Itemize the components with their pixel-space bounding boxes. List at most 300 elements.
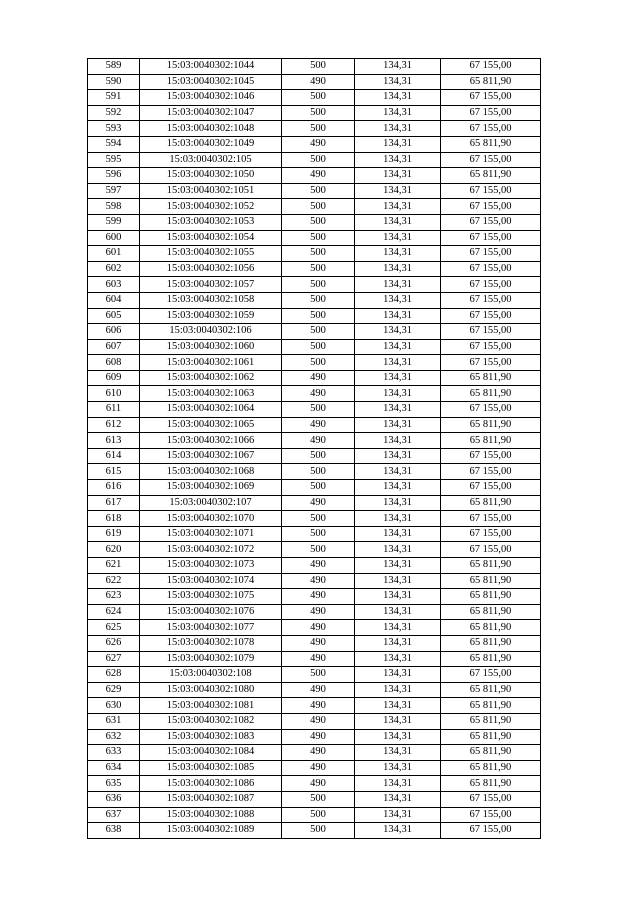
- total-cost-cell: 65 811,90: [441, 495, 541, 511]
- cadastral-number-cell: 15:03:0040302:108: [140, 667, 282, 683]
- unit-price-cell: 134,31: [355, 745, 441, 761]
- row-number-cell: 602: [88, 261, 140, 277]
- table-row: [88, 370, 541, 386]
- area-value-cell: 500: [282, 59, 355, 75]
- row-number-cell: 616: [88, 480, 140, 496]
- row-number-cell: 594: [88, 136, 140, 152]
- row-number-cell: 589: [88, 59, 140, 75]
- total-cost-cell: 67 155,00: [441, 152, 541, 168]
- total-cost-cell: 67 155,00: [441, 355, 541, 371]
- area-value-cell: 490: [282, 495, 355, 511]
- total-cost-cell: 67 155,00: [441, 105, 541, 121]
- table-row: [88, 526, 541, 542]
- cadastral-number-cell: 15:03:0040302:1073: [140, 558, 282, 574]
- total-cost-cell: 65 811,90: [441, 651, 541, 667]
- area-value-cell: 490: [282, 370, 355, 386]
- unit-price-cell: 134,31: [355, 324, 441, 340]
- area-value-cell: 490: [282, 74, 355, 90]
- total-cost-cell: 65 811,90: [441, 558, 541, 574]
- unit-price-cell: 134,31: [355, 760, 441, 776]
- table-row: [88, 417, 541, 433]
- cadastral-number-cell: 15:03:0040302:1059: [140, 308, 282, 324]
- row-number-cell: 618: [88, 511, 140, 527]
- cadastral-number-cell: 15:03:0040302:1083: [140, 729, 282, 745]
- unit-price-cell: 134,31: [355, 183, 441, 199]
- unit-price-cell: 134,31: [355, 433, 441, 449]
- row-number-cell: 636: [88, 791, 140, 807]
- cadastral-number-cell: 15:03:0040302:1076: [140, 604, 282, 620]
- total-cost-cell: 67 155,00: [441, 246, 541, 262]
- area-value-cell: 490: [282, 760, 355, 776]
- unit-price-cell: 134,31: [355, 121, 441, 137]
- unit-price-cell: 134,31: [355, 651, 441, 667]
- area-value-cell: 490: [282, 386, 355, 402]
- row-number-cell: 637: [88, 807, 140, 823]
- total-cost-cell: 65 811,90: [441, 417, 541, 433]
- table-row: [88, 713, 541, 729]
- area-value-cell: 500: [282, 261, 355, 277]
- unit-price-cell: 134,31: [355, 246, 441, 262]
- cadastral-number-cell: 15:03:0040302:1052: [140, 199, 282, 215]
- area-value-cell: 490: [282, 136, 355, 152]
- table-row: [88, 667, 541, 683]
- unit-price-cell: 134,31: [355, 90, 441, 106]
- area-value-cell: 500: [282, 355, 355, 371]
- table-row: [88, 823, 541, 839]
- unit-price-cell: 134,31: [355, 386, 441, 402]
- total-cost-cell: 67 155,00: [441, 480, 541, 496]
- cadastral-number-cell: 15:03:0040302:1078: [140, 635, 282, 651]
- area-value-cell: 500: [282, 292, 355, 308]
- row-number-cell: 624: [88, 604, 140, 620]
- area-value-cell: 500: [282, 542, 355, 558]
- total-cost-cell: 65 811,90: [441, 620, 541, 636]
- total-cost-cell: 67 155,00: [441, 402, 541, 418]
- row-number-cell: 633: [88, 745, 140, 761]
- cadastral-number-cell: 15:03:0040302:1061: [140, 355, 282, 371]
- unit-price-cell: 134,31: [355, 261, 441, 277]
- unit-price-cell: 134,31: [355, 74, 441, 90]
- table-row: [88, 246, 541, 262]
- cadastral-number-cell: 15:03:0040302:1082: [140, 713, 282, 729]
- table-row: [88, 59, 541, 75]
- area-value-cell: 490: [282, 698, 355, 714]
- row-number-cell: 634: [88, 760, 140, 776]
- total-cost-cell: 65 811,90: [441, 589, 541, 605]
- table-row: [88, 620, 541, 636]
- cadastral-number-cell: 15:03:0040302:1056: [140, 261, 282, 277]
- total-cost-cell: 65 811,90: [441, 168, 541, 184]
- cadastral-number-cell: 15:03:0040302:1070: [140, 511, 282, 527]
- row-number-cell: 609: [88, 370, 140, 386]
- cadastral-number-cell: 15:03:0040302:1075: [140, 589, 282, 605]
- cadastral-number-cell: 15:03:0040302:1081: [140, 698, 282, 714]
- total-cost-cell: 67 155,00: [441, 90, 541, 106]
- row-number-cell: 595: [88, 152, 140, 168]
- unit-price-cell: 134,31: [355, 480, 441, 496]
- table-row: [88, 635, 541, 651]
- table-row: [88, 542, 541, 558]
- area-value-cell: 500: [282, 277, 355, 293]
- area-value-cell: 490: [282, 713, 355, 729]
- total-cost-cell: 65 811,90: [441, 729, 541, 745]
- total-cost-cell: 65 811,90: [441, 370, 541, 386]
- table-row: [88, 74, 541, 90]
- table-row: [88, 230, 541, 246]
- total-cost-cell: 65 811,90: [441, 698, 541, 714]
- cadastral-number-cell: 15:03:0040302:1071: [140, 526, 282, 542]
- table-body: [88, 59, 541, 839]
- row-number-cell: 591: [88, 90, 140, 106]
- row-number-cell: 590: [88, 74, 140, 90]
- table-row: [88, 339, 541, 355]
- cadastral-number-cell: 15:03:0040302:1049: [140, 136, 282, 152]
- total-cost-cell: 65 811,90: [441, 136, 541, 152]
- cadastral-number-cell: 15:03:0040302:1069: [140, 480, 282, 496]
- row-number-cell: 614: [88, 448, 140, 464]
- total-cost-cell: 67 155,00: [441, 261, 541, 277]
- total-cost-cell: 67 155,00: [441, 542, 541, 558]
- table-row: [88, 355, 541, 371]
- unit-price-cell: 134,31: [355, 59, 441, 75]
- total-cost-cell: 67 155,00: [441, 791, 541, 807]
- cadastral-number-cell: 15:03:0040302:1084: [140, 745, 282, 761]
- row-number-cell: 601: [88, 246, 140, 262]
- unit-price-cell: 134,31: [355, 667, 441, 683]
- cadastral-number-cell: 15:03:0040302:1057: [140, 277, 282, 293]
- table-row: [88, 105, 541, 121]
- unit-price-cell: 134,31: [355, 698, 441, 714]
- area-value-cell: 500: [282, 90, 355, 106]
- total-cost-cell: 65 811,90: [441, 713, 541, 729]
- area-value-cell: 500: [282, 402, 355, 418]
- total-cost-cell: 65 811,90: [441, 74, 541, 90]
- row-number-cell: 599: [88, 214, 140, 230]
- total-cost-cell: 65 811,90: [441, 682, 541, 698]
- unit-price-cell: 134,31: [355, 292, 441, 308]
- area-value-cell: 490: [282, 433, 355, 449]
- area-value-cell: 490: [282, 604, 355, 620]
- unit-price-cell: 134,31: [355, 355, 441, 371]
- row-number-cell: 597: [88, 183, 140, 199]
- total-cost-cell: 65 811,90: [441, 776, 541, 792]
- row-number-cell: 610: [88, 386, 140, 402]
- area-value-cell: 490: [282, 620, 355, 636]
- area-value-cell: 490: [282, 558, 355, 574]
- cadastral-number-cell: 15:03:0040302:1087: [140, 791, 282, 807]
- area-value-cell: 500: [282, 526, 355, 542]
- table-row: [88, 604, 541, 620]
- total-cost-cell: 65 811,90: [441, 760, 541, 776]
- total-cost-cell: 67 155,00: [441, 807, 541, 823]
- unit-price-cell: 134,31: [355, 339, 441, 355]
- row-number-cell: 635: [88, 776, 140, 792]
- unit-price-cell: 134,31: [355, 464, 441, 480]
- cadastral-number-cell: 15:03:0040302:1044: [140, 59, 282, 75]
- cadastral-number-cell: 15:03:0040302:106: [140, 324, 282, 340]
- table-row: [88, 729, 541, 745]
- total-cost-cell: 65 811,90: [441, 604, 541, 620]
- cadastral-number-cell: 15:03:0040302:1054: [140, 230, 282, 246]
- cadastral-number-cell: 15:03:0040302:1088: [140, 807, 282, 823]
- total-cost-cell: 67 155,00: [441, 448, 541, 464]
- cadastral-number-cell: 15:03:0040302:1047: [140, 105, 282, 121]
- total-cost-cell: 67 155,00: [441, 464, 541, 480]
- row-number-cell: 623: [88, 589, 140, 605]
- area-value-cell: 500: [282, 667, 355, 683]
- total-cost-cell: 67 155,00: [441, 526, 541, 542]
- area-value-cell: 500: [282, 308, 355, 324]
- row-number-cell: 613: [88, 433, 140, 449]
- cadastral-number-cell: 15:03:0040302:1079: [140, 651, 282, 667]
- area-value-cell: 500: [282, 214, 355, 230]
- row-number-cell: 606: [88, 324, 140, 340]
- area-value-cell: 500: [282, 339, 355, 355]
- cadastral-number-cell: 15:03:0040302:1058: [140, 292, 282, 308]
- table-row: [88, 480, 541, 496]
- table-row: [88, 682, 541, 698]
- cadastral-number-cell: 15:03:0040302:1066: [140, 433, 282, 449]
- unit-price-cell: 134,31: [355, 199, 441, 215]
- area-value-cell: 490: [282, 168, 355, 184]
- total-cost-cell: 67 155,00: [441, 230, 541, 246]
- cadastral-number-cell: 15:03:0040302:1063: [140, 386, 282, 402]
- row-number-cell: 626: [88, 635, 140, 651]
- cadastral-number-cell: 15:03:0040302:1089: [140, 823, 282, 839]
- unit-price-cell: 134,31: [355, 635, 441, 651]
- row-number-cell: 607: [88, 339, 140, 355]
- cadastral-number-cell: 15:03:0040302:1050: [140, 168, 282, 184]
- unit-price-cell: 134,31: [355, 558, 441, 574]
- unit-price-cell: 134,31: [355, 573, 441, 589]
- row-number-cell: 621: [88, 558, 140, 574]
- area-value-cell: 500: [282, 464, 355, 480]
- table-row: [88, 386, 541, 402]
- total-cost-cell: 67 155,00: [441, 308, 541, 324]
- table-row: [88, 776, 541, 792]
- row-number-cell: 612: [88, 417, 140, 433]
- table-row: [88, 558, 541, 574]
- cadastral-number-cell: 15:03:0040302:1077: [140, 620, 282, 636]
- unit-price-cell: 134,31: [355, 729, 441, 745]
- table-row: [88, 589, 541, 605]
- row-number-cell: 619: [88, 526, 140, 542]
- total-cost-cell: 67 155,00: [441, 339, 541, 355]
- cadastral-number-cell: 15:03:0040302:1067: [140, 448, 282, 464]
- unit-price-cell: 134,31: [355, 791, 441, 807]
- total-cost-cell: 67 155,00: [441, 199, 541, 215]
- table-row: [88, 791, 541, 807]
- unit-price-cell: 134,31: [355, 370, 441, 386]
- area-value-cell: 500: [282, 105, 355, 121]
- area-value-cell: 500: [282, 480, 355, 496]
- row-number-cell: 625: [88, 620, 140, 636]
- table-row: [88, 90, 541, 106]
- total-cost-cell: 67 155,00: [441, 59, 541, 75]
- cadastral-number-cell: 15:03:0040302:1080: [140, 682, 282, 698]
- cadastral-number-cell: 15:03:0040302:1053: [140, 214, 282, 230]
- row-number-cell: 629: [88, 682, 140, 698]
- area-value-cell: 490: [282, 745, 355, 761]
- area-value-cell: 500: [282, 230, 355, 246]
- total-cost-cell: 65 811,90: [441, 635, 541, 651]
- area-value-cell: 500: [282, 511, 355, 527]
- unit-price-cell: 134,31: [355, 542, 441, 558]
- area-value-cell: 490: [282, 589, 355, 605]
- table-row: [88, 277, 541, 293]
- total-cost-cell: 65 811,90: [441, 386, 541, 402]
- row-number-cell: 593: [88, 121, 140, 137]
- table-row: [88, 698, 541, 714]
- unit-price-cell: 134,31: [355, 152, 441, 168]
- table-row: [88, 651, 541, 667]
- table-row: [88, 183, 541, 199]
- cadastral-number-cell: 15:03:0040302:1046: [140, 90, 282, 106]
- row-number-cell: 598: [88, 199, 140, 215]
- row-number-cell: 600: [88, 230, 140, 246]
- area-value-cell: 500: [282, 807, 355, 823]
- unit-price-cell: 134,31: [355, 495, 441, 511]
- table-row: [88, 745, 541, 761]
- row-number-cell: 615: [88, 464, 140, 480]
- cadastral-number-cell: 15:03:0040302:1062: [140, 370, 282, 386]
- cadastral-number-cell: 15:03:0040302:1064: [140, 402, 282, 418]
- table-row: [88, 807, 541, 823]
- table-row: [88, 511, 541, 527]
- total-cost-cell: 65 811,90: [441, 433, 541, 449]
- area-value-cell: 500: [282, 121, 355, 137]
- unit-price-cell: 134,31: [355, 402, 441, 418]
- unit-price-cell: 134,31: [355, 136, 441, 152]
- row-number-cell: 617: [88, 495, 140, 511]
- table-row: [88, 261, 541, 277]
- unit-price-cell: 134,31: [355, 277, 441, 293]
- unit-price-cell: 134,31: [355, 105, 441, 121]
- cadastral-number-cell: 15:03:0040302:1072: [140, 542, 282, 558]
- cadastral-number-cell: 15:03:0040302:1065: [140, 417, 282, 433]
- unit-price-cell: 134,31: [355, 713, 441, 729]
- cadastral-number-cell: 15:03:0040302:1068: [140, 464, 282, 480]
- unit-price-cell: 134,31: [355, 823, 441, 839]
- row-number-cell: 592: [88, 105, 140, 121]
- unit-price-cell: 134,31: [355, 807, 441, 823]
- total-cost-cell: 67 155,00: [441, 121, 541, 137]
- area-value-cell: 490: [282, 682, 355, 698]
- table-row: [88, 573, 541, 589]
- total-cost-cell: 67 155,00: [441, 823, 541, 839]
- unit-price-cell: 134,31: [355, 776, 441, 792]
- cadastral-number-cell: 15:03:0040302:105: [140, 152, 282, 168]
- unit-price-cell: 134,31: [355, 589, 441, 605]
- total-cost-cell: 67 155,00: [441, 214, 541, 230]
- area-value-cell: 490: [282, 573, 355, 589]
- cadastral-number-cell: 15:03:0040302:1086: [140, 776, 282, 792]
- row-number-cell: 620: [88, 542, 140, 558]
- total-cost-cell: 67 155,00: [441, 277, 541, 293]
- area-value-cell: 500: [282, 791, 355, 807]
- unit-price-cell: 134,31: [355, 620, 441, 636]
- cadastral-number-cell: 15:03:0040302:1060: [140, 339, 282, 355]
- unit-price-cell: 134,31: [355, 230, 441, 246]
- row-number-cell: 627: [88, 651, 140, 667]
- area-value-cell: 500: [282, 246, 355, 262]
- table-row: [88, 199, 541, 215]
- table-row: [88, 168, 541, 184]
- cadastral-number-cell: 15:03:0040302:107: [140, 495, 282, 511]
- unit-price-cell: 134,31: [355, 526, 441, 542]
- unit-price-cell: 134,31: [355, 604, 441, 620]
- table-row: [88, 308, 541, 324]
- row-number-cell: 631: [88, 713, 140, 729]
- table-row: [88, 152, 541, 168]
- area-value-cell: 500: [282, 183, 355, 199]
- area-value-cell: 500: [282, 152, 355, 168]
- row-number-cell: 622: [88, 573, 140, 589]
- row-number-cell: 638: [88, 823, 140, 839]
- cadastral-number-cell: 15:03:0040302:1085: [140, 760, 282, 776]
- total-cost-cell: 67 155,00: [441, 667, 541, 683]
- table-row: [88, 760, 541, 776]
- cadastral-number-cell: 15:03:0040302:1055: [140, 246, 282, 262]
- row-number-cell: 632: [88, 729, 140, 745]
- table-row: [88, 448, 541, 464]
- row-number-cell: 608: [88, 355, 140, 371]
- unit-price-cell: 134,31: [355, 417, 441, 433]
- unit-price-cell: 134,31: [355, 511, 441, 527]
- total-cost-cell: 65 811,90: [441, 573, 541, 589]
- area-value-cell: 490: [282, 635, 355, 651]
- area-value-cell: 490: [282, 651, 355, 667]
- row-number-cell: 611: [88, 402, 140, 418]
- table-row: [88, 402, 541, 418]
- area-value-cell: 500: [282, 199, 355, 215]
- area-value-cell: 490: [282, 776, 355, 792]
- area-value-cell: 500: [282, 448, 355, 464]
- table-row: [88, 214, 541, 230]
- table-row: [88, 324, 541, 340]
- area-value-cell: 500: [282, 823, 355, 839]
- cadastral-number-cell: 15:03:0040302:1048: [140, 121, 282, 137]
- cadastral-number-cell: 15:03:0040302:1051: [140, 183, 282, 199]
- unit-price-cell: 134,31: [355, 682, 441, 698]
- total-cost-cell: 67 155,00: [441, 324, 541, 340]
- cadastral-table: [87, 58, 541, 839]
- total-cost-cell: 65 811,90: [441, 745, 541, 761]
- unit-price-cell: 134,31: [355, 308, 441, 324]
- table-row: [88, 121, 541, 137]
- cadastral-number-cell: 15:03:0040302:1045: [140, 74, 282, 90]
- area-value-cell: 500: [282, 324, 355, 340]
- unit-price-cell: 134,31: [355, 448, 441, 464]
- unit-price-cell: 134,31: [355, 168, 441, 184]
- row-number-cell: 603: [88, 277, 140, 293]
- table-row: [88, 495, 541, 511]
- total-cost-cell: 67 155,00: [441, 292, 541, 308]
- row-number-cell: 630: [88, 698, 140, 714]
- table-row: [88, 433, 541, 449]
- total-cost-cell: 67 155,00: [441, 183, 541, 199]
- table-row: [88, 464, 541, 480]
- row-number-cell: 596: [88, 168, 140, 184]
- area-value-cell: 490: [282, 417, 355, 433]
- area-value-cell: 490: [282, 729, 355, 745]
- table-row: [88, 292, 541, 308]
- cadastral-number-cell: 15:03:0040302:1074: [140, 573, 282, 589]
- row-number-cell: 605: [88, 308, 140, 324]
- row-number-cell: 604: [88, 292, 140, 308]
- unit-price-cell: 134,31: [355, 214, 441, 230]
- row-number-cell: 628: [88, 667, 140, 683]
